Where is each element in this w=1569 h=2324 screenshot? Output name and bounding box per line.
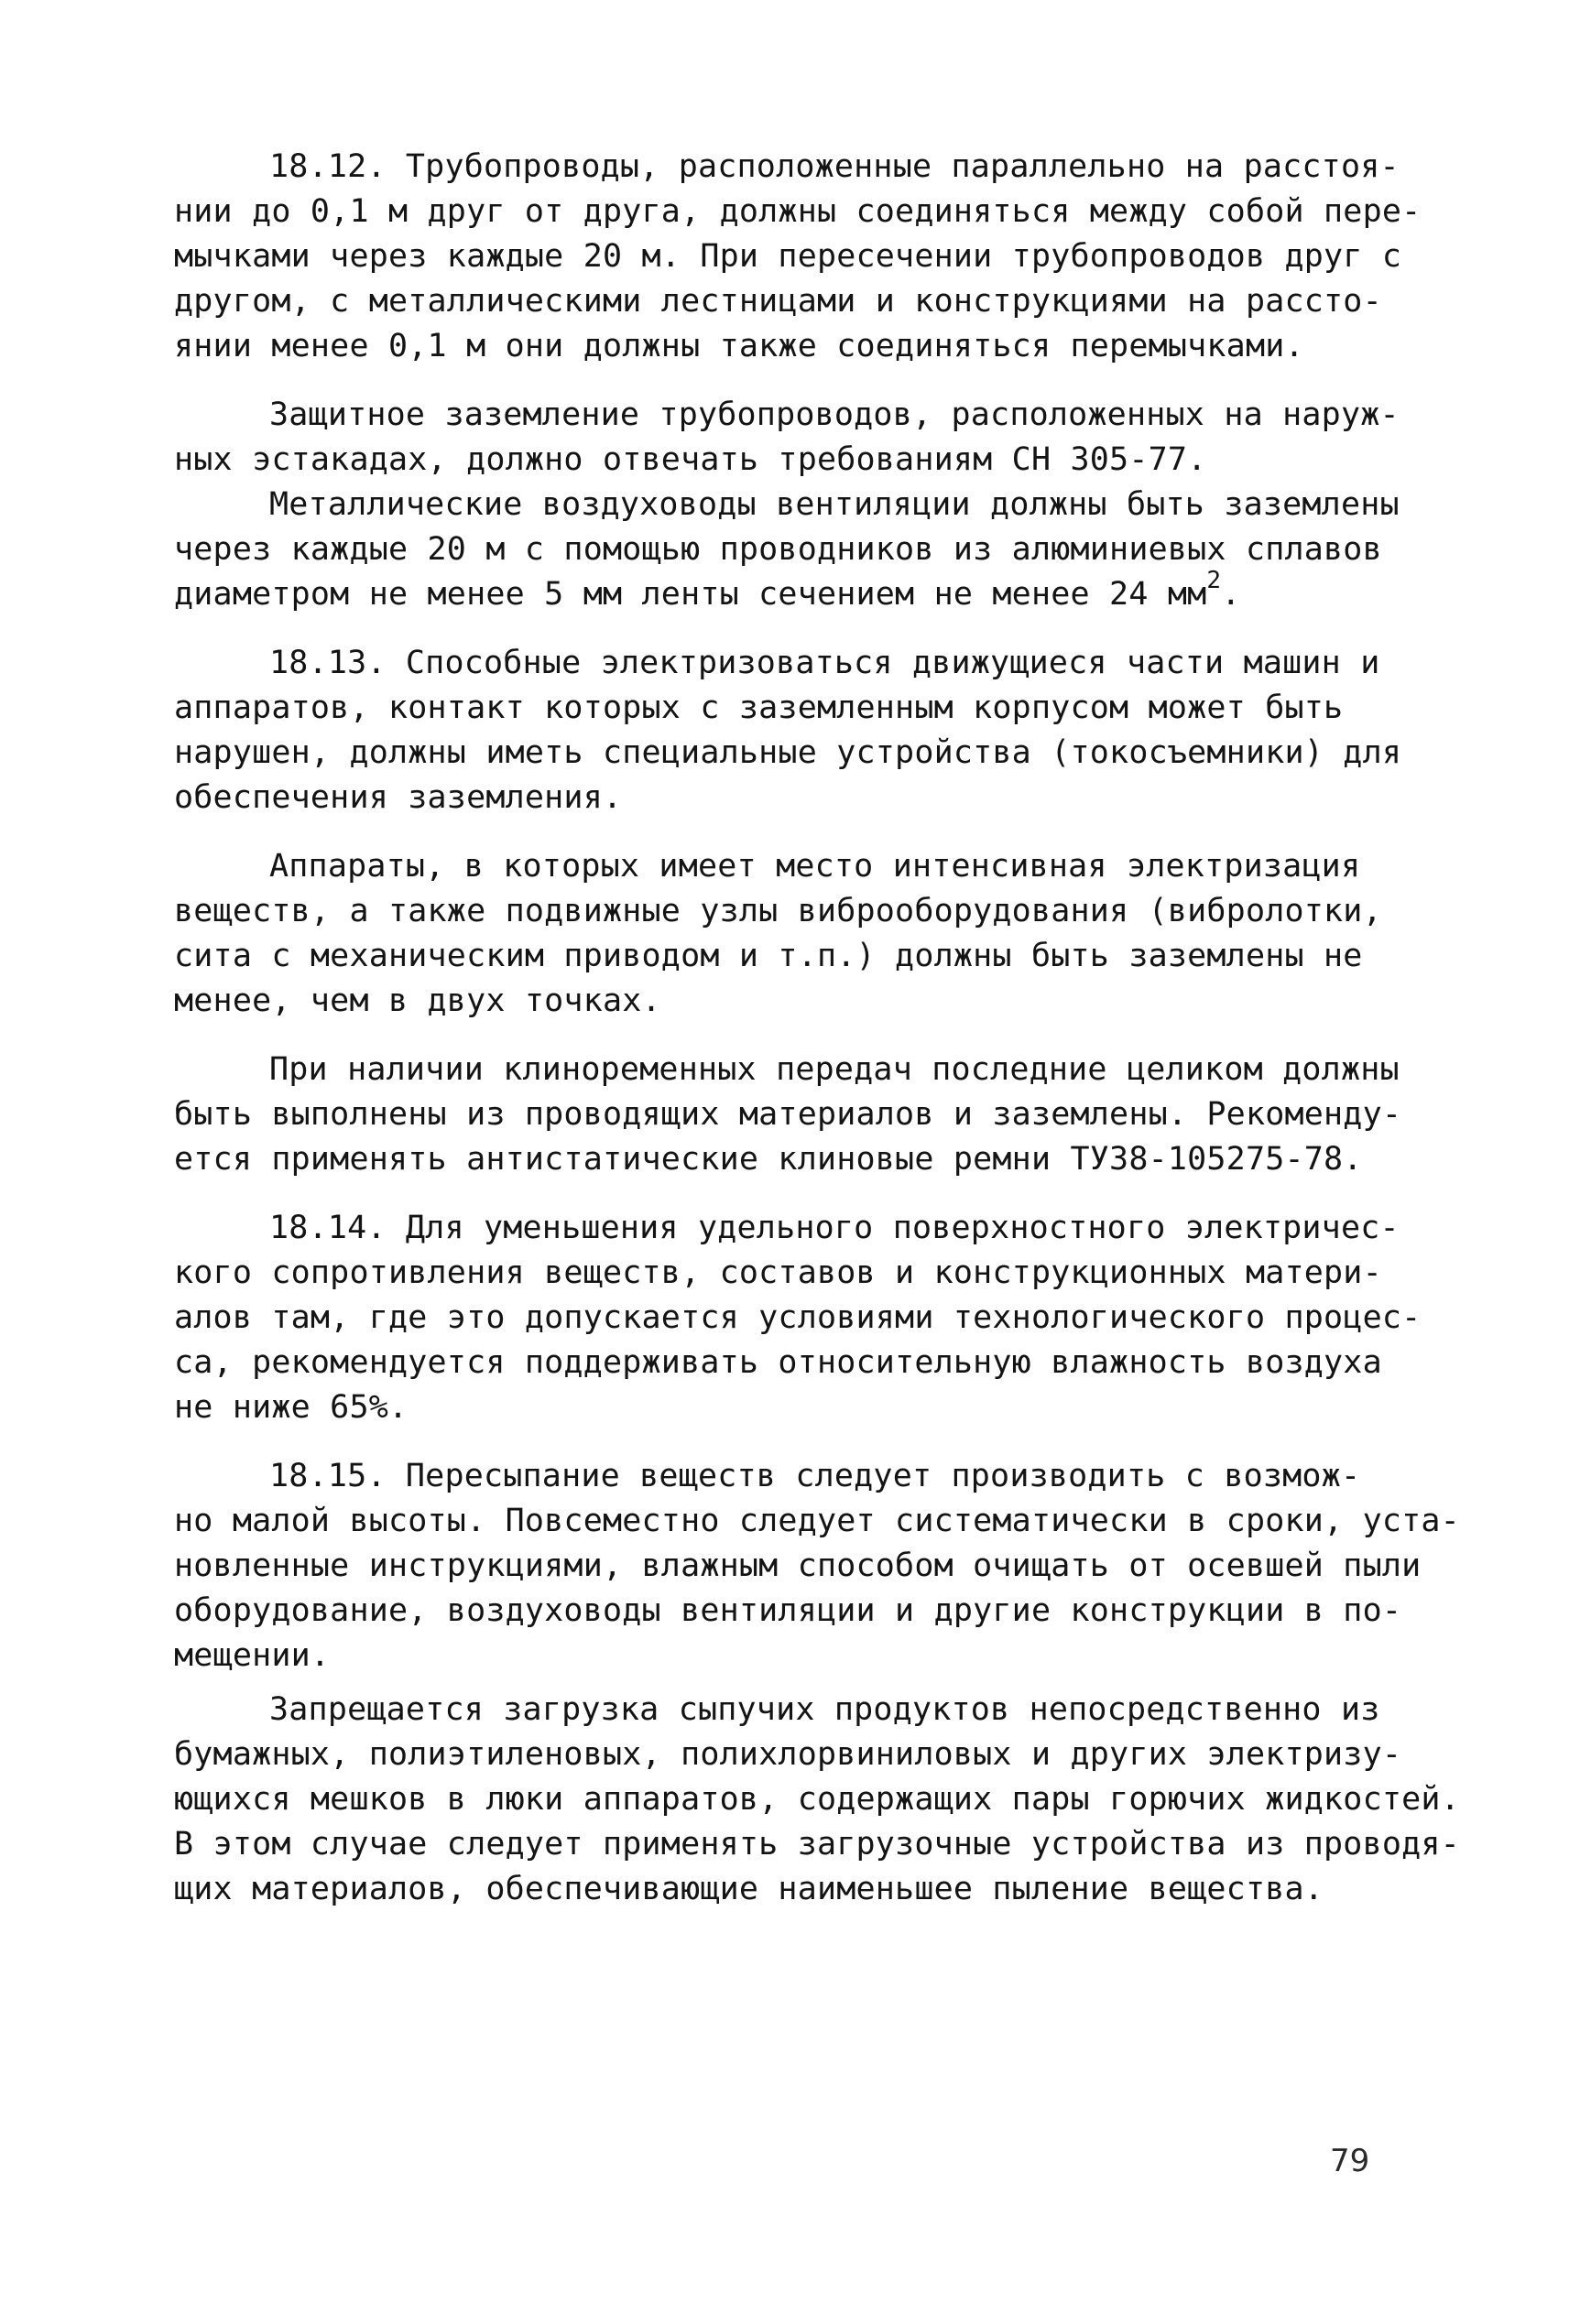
line-end: . [1221,576,1241,613]
text-line: 18.13. Способные электризоваться движущиеся части машин и [269,645,1380,681]
text-line: через каждые 20 м с помощью проводников из алюминиевых сплавов [174,531,1382,568]
text-line: нарушен, должны иметь специальные устройства (токосъемники) для [174,734,1402,771]
text-line: алов там, где это допускается условиями технологического процес- [174,1299,1422,1336]
paragraph-loading-prohibition [174,1688,1460,1912]
text-line: быть выполнены из проводящих материалов и заземлены. Рекоменду- [174,1096,1402,1133]
text-line: оборудование, воздуховоды вентиляции и другие конструкции в по- [174,1592,1402,1629]
text-line: ных эстакадах, должно отвечать требованиям СН 305-77. [174,441,1207,478]
paragraph-18-13 [174,641,1420,820]
text-line: 18.14. Для уменьшения удельного поверхностного электричес- [269,1210,1400,1246]
text-line: другом, с металлическими лестницами и конструкциями на рассто- [174,283,1382,320]
text-line: мычками через каждые 20 м. При пересечении трубопроводов друг с [174,238,1402,275]
text-line: В этом случае следует применять загрузочные устройства из проводя- [174,1826,1460,1862]
superscript: 2 [1206,567,1222,594]
text-line: При наличии клиноременных передач последние целиком должны [269,1051,1400,1088]
text-line: кого сопротивления веществ, составов и конструкционных матери- [174,1254,1382,1291]
text-line: нии до 0,1 м друг от друга, должны соединяться между собой пере- [174,193,1422,230]
paragraph-apparatus [174,844,1420,1024]
text-line: Металлические воздуховоды вентиляции должны быть заземлены [269,486,1400,523]
body-text [174,145,1460,1936]
text-line: ющихся мешков в люки аппаратов, содержащих пары горючих жидкостей. [174,1781,1460,1818]
paragraph-18-15 [174,1454,1460,1678]
text-line: Защитное заземление трубопроводов, расположенных на наруж- [269,396,1400,433]
text-line: аппаратов, контакт которых с заземленным корпусом может быть [174,690,1344,726]
text-line-with-superscript [174,567,1420,617]
text-line: но малой высоты. Повсеместно следует систематически в сроки, уста- [174,1503,1460,1539]
text-line: Аппараты, в которых имеет место интенсивная электризация [269,848,1361,885]
text-fragment: диаметром не менее 5 мм ленты сечением не менее 24 мм [174,576,1207,613]
paragraph-18-12 [174,145,1420,369]
text-line: ется применять антистатические клиновые ремни ТУ38-105275-78. [174,1141,1363,1178]
text-line: бумажных, полиэтиленовых, полихлорвиниловых и других электризу- [174,1736,1402,1773]
text-line: сита с механическим приводом и т.п.) должны быть заземлены не [174,938,1363,974]
page-number: 79 [1330,2143,1370,2179]
text-line: янии менее 0,1 м они должны также соединяться перемычками. [174,328,1304,364]
text-line: Запрещается загрузка сыпучих продуктов непосредственно из [269,1691,1380,1728]
text-line: новленные инструкциями, влажным способом очищать от осевшей пыли [174,1548,1422,1584]
text-line: са, рекомендуется поддерживать относительную влажность воздуха [174,1344,1382,1381]
paragraph-18-14 [174,1206,1420,1430]
text-line: веществ, а также подвижные узлы виброоборудования (вибролотки, [174,893,1382,929]
text-line: 18.15. Пересыпание веществ следует производить с возмож- [269,1458,1361,1494]
text-line: менее, чем в двух точках. [174,983,661,1019]
text-line: щих материалов, обеспечивающие наименьшее пыление вещества. [174,1871,1324,1907]
text-line: не ниже 65%. [174,1389,409,1426]
text-line: мещении. [174,1637,331,1674]
text-line: обеспечения заземления. [174,779,623,816]
text-line: 18.12. Трубопроводы, расположенные параллельно на расстоя- [269,148,1400,185]
paragraph-belt-drives [174,1048,1420,1182]
paragraph-grounding-pipes [174,393,1420,617]
